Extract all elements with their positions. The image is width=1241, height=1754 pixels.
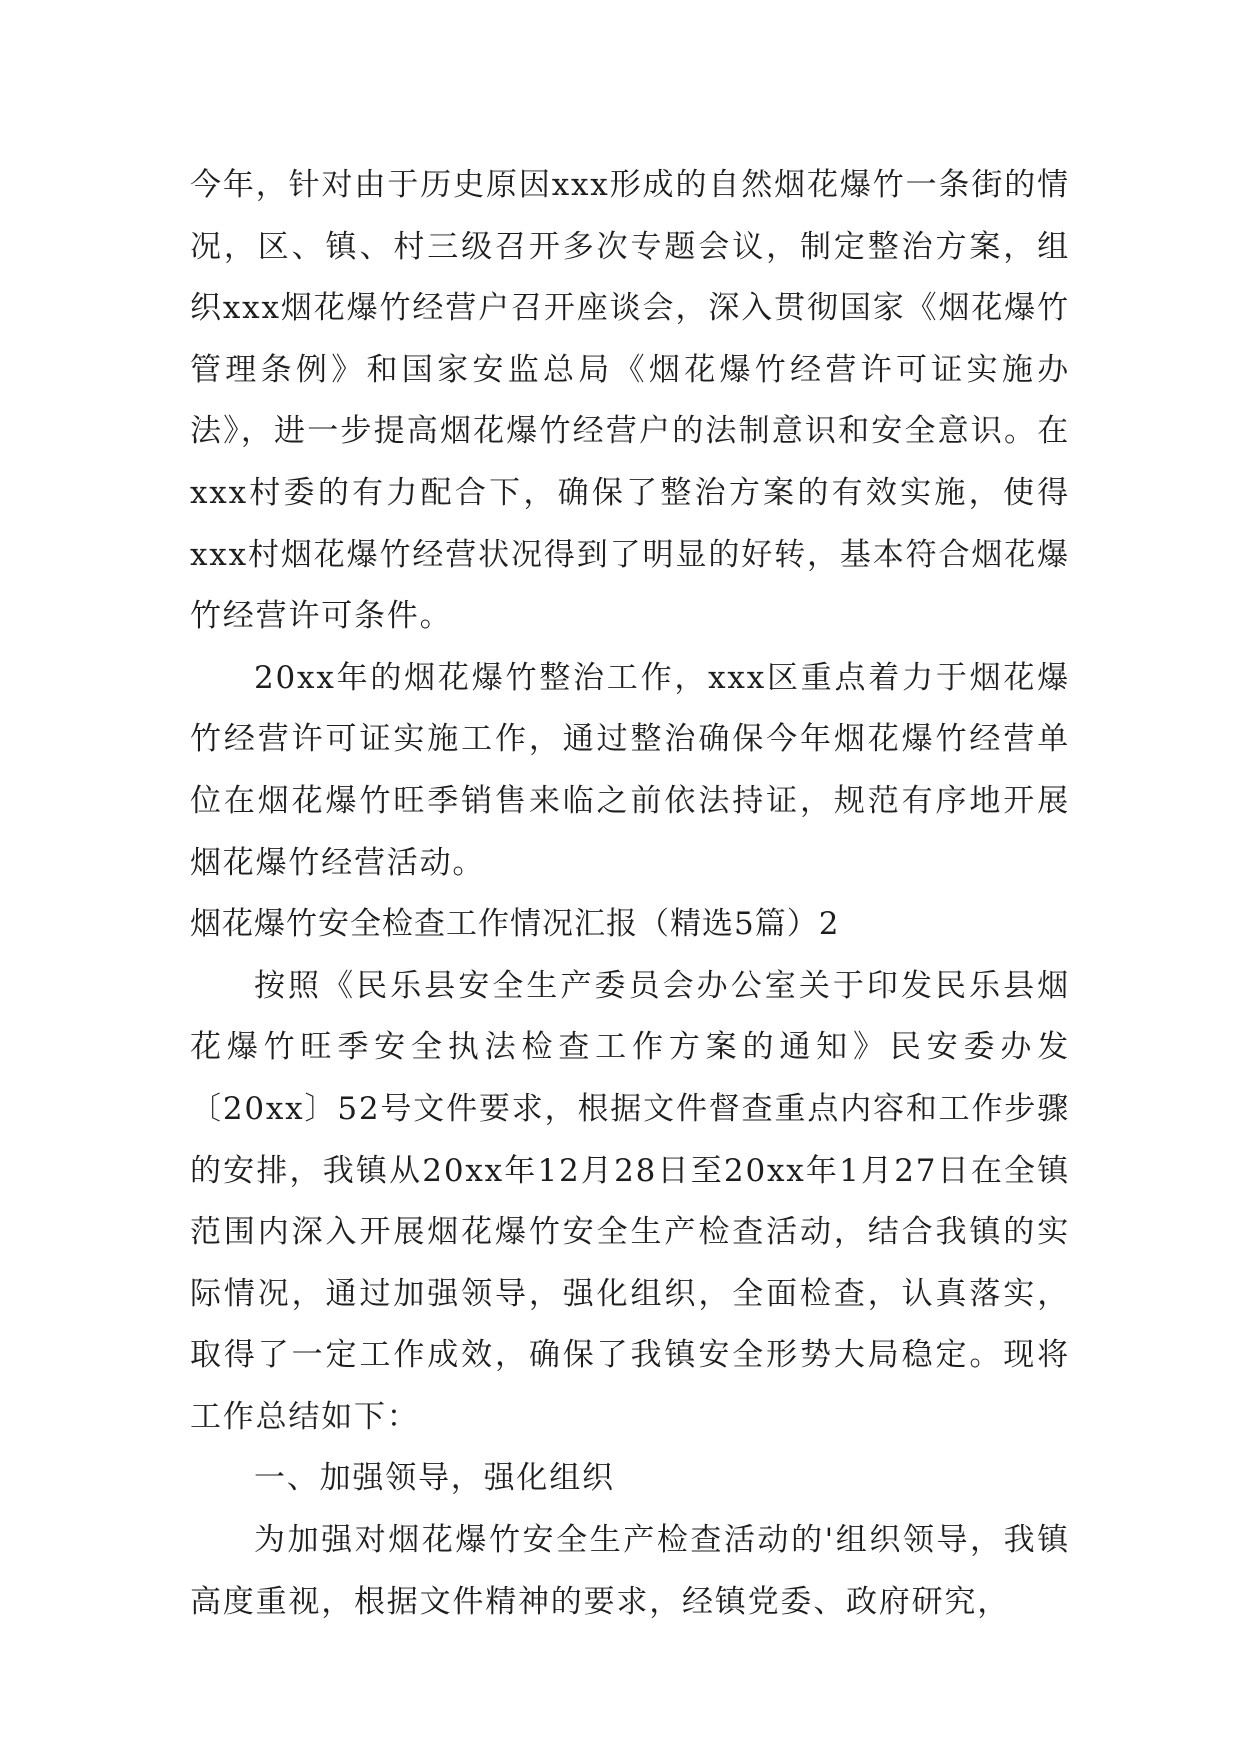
body-paragraph: 按照《民乐县安全生产委员会办公室关于印发民乐县烟花爆竹旺季安全执法检查工作方案的通知》民安委办发〔20xx〕52号文件要求，根据文件督查重点内容和工作步骤的安排，我镇从20xx年12月28日至20xx年1月27日在全镇范围内深入开展烟花爆竹安全生产检查活动，结合我镇的实际情况，通过加强领导，强化组织，全面检查，认真落实，取得了一定工作成效，确保了我镇安全形势大局稳定。现将工作总结如下： [190,967,1070,1435]
body-paragraph: 今年，针对由于历史原因xxx形成的自然烟花爆竹一条街的情况，区、镇、村三级召开多次专题会议，制定整治方案，组织xxx烟花爆竹经营户召开座谈会，深入贯彻国家《烟花爆竹管理条例》和国家安监总局《烟花爆竹经营许可证实施办法》，进一步提高烟花爆竹经营户的法制意识和安全意识。在xxx村委的有力配合下，确保了整治方案的有效实施，使得xxx村烟花爆竹经营状况得到了明显的好转，基本符合烟花爆竹经营许可条件。 [190,167,1070,635]
body-paragraph: 为加强对烟花爆竹安全生产检查活动的'组织领导，我镇高度重视，根据文件精神的要求，经镇党委、政府研究， [190,1522,1070,1620]
document-body [190,155,1070,1633]
section-title: 烟花爆竹安全检查工作情况汇报（精选5篇）2 [190,906,840,943]
body-paragraph: 20xx年的烟花爆竹整治工作，xxx区重点着力于烟花爆竹经营许可证实施工作，通过整治确保今年烟花爆竹经营单位在烟花爆竹旺季销售来临之前依法持证，规范有序地开展烟花爆竹经营活动。 [190,659,1070,881]
subsection-heading: 一、加强领导，强化组织 [254,1460,615,1497]
